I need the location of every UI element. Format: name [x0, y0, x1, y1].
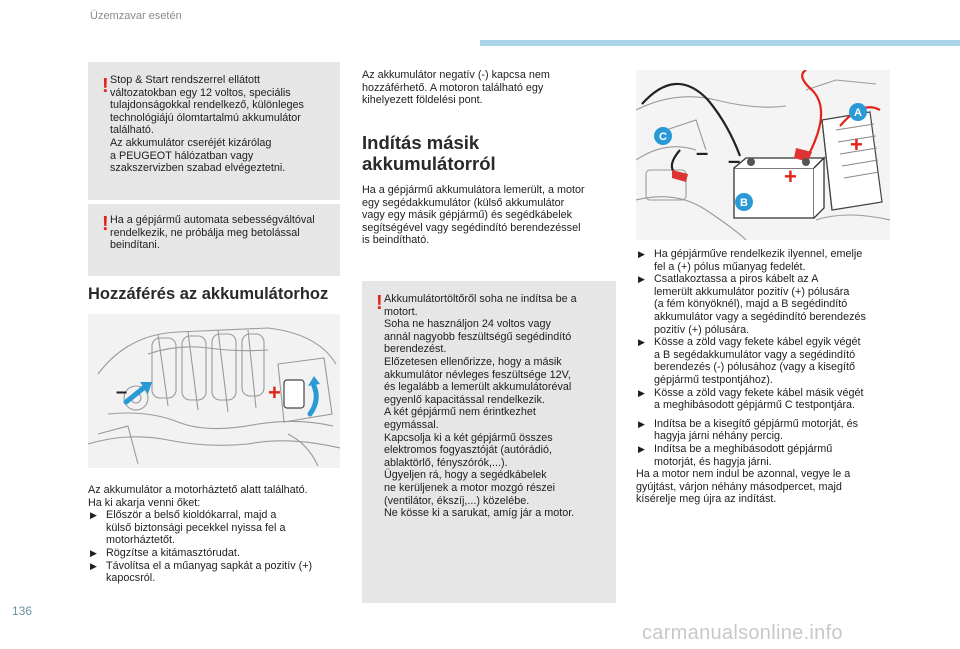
section-heading-access: Hozzáférés az akkumulátorhoz	[88, 285, 329, 303]
label-c: C	[659, 131, 667, 143]
heading-line: akkumulátorról	[362, 153, 496, 174]
plus-symbol: +	[268, 380, 281, 405]
arrow-bullet-icon: ▶	[638, 249, 645, 259]
header-accent-bar	[480, 40, 960, 46]
chapter-title: Üzemzavar esetén	[90, 10, 182, 22]
warning-exclamation-icon: !	[102, 75, 109, 97]
warning-text: Stop & Start rendszerrel ellátott változatokban egy 12 voltos, speciális tulajdonságokkal rendelkező, különleges technológiájú ólomtartalmú akkumulátor található. Az akkumulátor cseréjét kizárólag a PEUGEOT hálózatban vagy szakszervizben szabad elvégeztetni.	[110, 74, 304, 175]
page-number: 136	[12, 604, 33, 618]
list-item: ▶ Ha gépjárműve rendelkezik ilyennel, emelje fel a (+) pólus műanyag fedelét.	[638, 248, 863, 273]
minus-symbol: –	[116, 381, 128, 403]
arrow-bullet-icon: ▶	[90, 560, 97, 571]
jump-start-instructions	[636, 248, 898, 506]
list-item: ▶ Kösse a zöld vagy fekete kábel másik végét a meghibásodott gépjármű C testpontjára.	[638, 386, 864, 412]
watermark-text: carmanualsonline.info	[642, 622, 843, 644]
list-item: ▶ Rögzítse a kitámasztórudat.	[90, 546, 240, 559]
jump-start-diagram	[636, 70, 890, 240]
access-intro: Az akkumulátor a motorháztető alatt található. Ha ki akarja venni őket:	[88, 484, 308, 509]
label-a: A	[854, 107, 862, 119]
warning-text: Ha a gépjármű automata sebességváltóval rendelkezik, ne próbálja meg betolással beindítani.	[110, 214, 315, 252]
arrow-bullet-icon: ▶	[638, 337, 645, 348]
arrow-bullet-icon: ▶	[638, 443, 645, 454]
minus-symbol: –	[728, 148, 741, 173]
list-item: ▶ Távolítsa el a műanyag sapkát a pozitív (+) kapocsról.	[90, 559, 313, 585]
list-item: ▶ Indítsa be a kisegítő gépjármű motorját, és hagyja járni néhány percig.	[638, 417, 859, 443]
negative-terminal-note: Az akkumulátor negatív (-) kapcsa nem hozzáférhető. A motoron található egy kihelyezett földelési pont.	[362, 69, 550, 107]
list-item: ▶ Kösse a zöld vagy fekete kábel egyik végét a B segédakkumulátor vagy a segédindító berendezés (-) pólusához (vagy a kisegítő gépjármű testpontjához).	[638, 336, 861, 386]
arrow-bullet-icon: ▶	[638, 387, 645, 398]
warning-exclamation-icon: !	[102, 213, 109, 235]
access-steps-list	[88, 509, 344, 585]
closing-paragraph: Ha a motor nem indul be azonnal, vegye le a gyújtást, várjon néhány másodpercet, majd kísérelje meg újra az indítást.	[636, 468, 851, 506]
arrow-bullet-icon: ▶	[638, 274, 645, 285]
list-item: ▶ Indítsa be a meghibásodott gépjármű motorját, és hagyja járni.	[638, 442, 833, 468]
warning-box-automatic	[88, 204, 340, 276]
access-instructions	[88, 484, 344, 585]
warning-box-jump-start	[362, 281, 616, 603]
minus-symbol: –	[696, 140, 709, 165]
connection-steps-list	[636, 248, 898, 412]
list-item: ▶ Csatlakoztassa a piros kábelt az A lemerült akkumulátor pozitív (+) pólusára (a fém könyöknél), majd a B segédindító akkumulátor vagy a segédindító berendezés pozitív (+) pólusára.	[638, 273, 866, 336]
arrow-bullet-icon: ▶	[90, 547, 97, 558]
engine-bay-illustration	[88, 314, 340, 468]
arrow-bullet-icon: ▶	[638, 418, 645, 429]
warning-box-stop-start	[88, 62, 340, 200]
heading-line: Indítás másik	[362, 132, 480, 153]
warning-exclamation-icon: !	[376, 292, 383, 314]
arrow-bullet-icon: ▶	[90, 510, 97, 521]
label-b: B	[740, 197, 748, 209]
plus-symbol: +	[784, 164, 797, 189]
start-steps-list	[636, 418, 898, 468]
plus-symbol: +	[850, 132, 863, 157]
warning-text: Akkumulátortöltőről soha ne indítsa be a motort. Soha ne használjon 24 voltos vagy annál nagyobb feszültségű segédindító berendezést. Előzetesen ellenőrizze, hogy a másik akkumulátor névleges feszültsége 12V, és legalább a lemerült akkumulátoréval egyenlő kapacitással rendelkezik. A két gépjármű nem érintkezhet egymással. Kapcsolja ki a két gépjármű összes elektromos fogyasztóját (autórádió, ablaktörlő, fényszórók,...). Ügyeljen rá, hogy a segédkábelek ne kerüljenek a motor mozgó részei (ventilátor, ékszíj,...) közelébe. Ne kösse ki a sarukat, amíg jár a motor.	[384, 293, 577, 520]
section-heading-jump-start	[362, 132, 496, 174]
list-item: ▶ Először a belső kioldókarral, majd a külső biztonsági pecekkel nyissa fel a motorháztetőt.	[90, 509, 286, 547]
jump-start-paragraph: Ha a gépjármű akkumulátora lemerült, a motor egy segédakkumulátor (külső akkumulátor vagy egy másik gépjármű) és segédkábelek segítségével vagy segédindító berendezéssel is beindítható.	[362, 184, 585, 247]
